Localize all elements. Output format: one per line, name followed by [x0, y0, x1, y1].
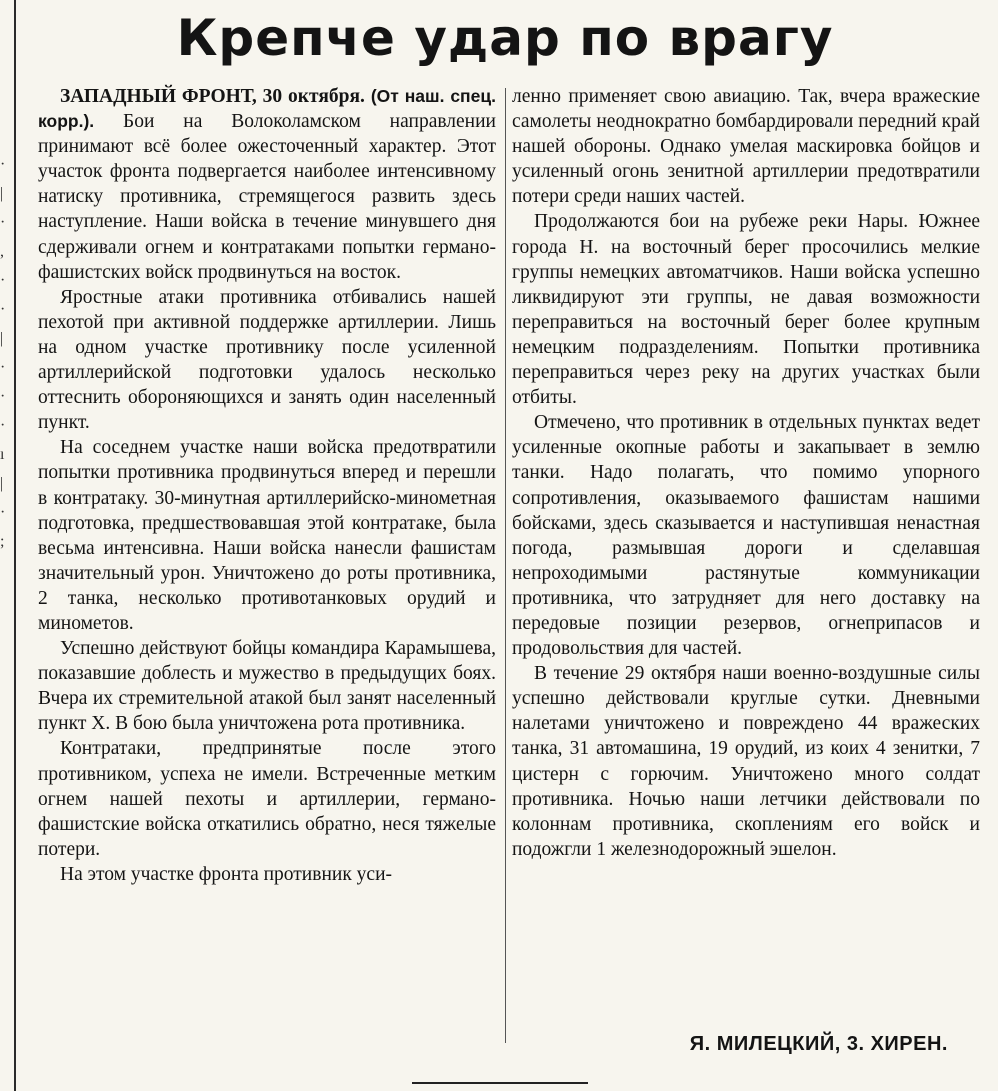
fragment: · — [0, 156, 6, 173]
article-paragraph: В течение 29 октября наши военно-воздушные силы успешно действовали круглые сутки. Дневными налетами уничтожено и повреждено 44 вражеских танка, 31 автомашина, 19 орудий, из коих 4 зенитки, 7 цистерн с горючим. Уничтожено много солдат противника. Ночью наши летчики действовали по колоннам противника, скоплениям его войск и подожгли 1 железнодорожный эшелон. — [512, 663, 980, 860]
fragment: · — [0, 359, 6, 376]
fragment: · — [0, 272, 6, 289]
fragment: | — [0, 330, 4, 347]
adjacent-column-fragments — [0, 150, 12, 556]
article-paragraph: Контратаки, предпринятые после этого противником, успеха не имели. Встреченные метким огнем нашей пехоты и артиллерии, германо-фашистские войска откатились обратно, неся тяжелые потери. — [38, 738, 496, 860]
article-paragraph: ленно применяет свою авиацию. Так, вчера вражеские самолеты неоднократно бомбардировали передний край нашей обороны. Однако умелая маскировка бойцов и усиленный огонь зенитной артиллерии предотвратили потери среди наших частей. — [512, 86, 980, 208]
paragraph-text: Бои на Волоколамском направлении принимают всё более ожесточенный характер. Этот участок фронта подвергается наиболее интенсивному натиску противника, стремящегося развить здесь наступление. Наши войска в течение минувшего дня сдерживали огнем и контратаками попытки германо-фашистских войск продвинуться на восток. — [38, 111, 496, 283]
margin-rule — [14, 0, 16, 1091]
fragment: · — [0, 214, 6, 231]
article-paragraph — [38, 84, 496, 285]
fragment: · — [0, 504, 6, 521]
fragment: ; — [0, 533, 5, 550]
bottom-rule — [412, 1082, 588, 1084]
column-divider — [505, 88, 506, 1043]
fragment: | — [0, 185, 4, 202]
date: 30 октября. — [262, 86, 365, 107]
article-headline: Крепче удар по врагу — [176, 9, 834, 67]
fragment: , — [0, 243, 4, 260]
fragment: · — [0, 388, 6, 405]
source-tag: (От наш. спец. корр.). — [38, 86, 496, 132]
fragment: · — [0, 417, 6, 434]
article-paragraph: На этом участке фронта противник уси- — [60, 863, 393, 885]
article-paragraph: Отмечено, что противник в отдельных пунктах ведет усиленные окопные работы и закапывает в землю танки. Надо полагать, что помимо упорного сопротивления, оказываемого фашистам нашими бойсками, здесь сказывается и наступившая ненастная погода, размывшая дороги и сделавшая непроходимыми растянутые коммуникации противника, что затрудняет для него доставку на передовые позиции резервов, огнеприпасов и продовольствия для частей. — [512, 412, 980, 660]
fragment: · — [0, 301, 6, 318]
fragment: | — [0, 475, 4, 492]
fragment: ı — [0, 446, 5, 463]
article-paragraph: Продолжаются бои на рубеже реки Нары. Южнее города Н. на восточный берег просочились мелкие группы немецких автоматчиков. Наши войска успешно ликвидируют эти группы, не давая возможности переправиться на восточный берег более крупным немецким подразделениям. Попытки противника переправиться через реку на других участках были отбиты. — [512, 211, 980, 409]
article-column-right — [512, 84, 980, 862]
article-paragraph: Яростные атаки противника отбивались нашей пехотой при активной поддержке артиллерии. Лишь на одном участке противнику после усиленной артиллерийской подготовки удалось несколько оттеснить обороняющихся и занять один населенный пункт. — [38, 286, 496, 434]
author-signature: Я. МИЛЕЦКИЙ, 3. ХИРЕН. — [689, 1033, 948, 1055]
article-paragraph: Успешно действуют бойцы командира Карамышева, показавшие доблесть и мужество в предыдущих боях. Вчера их стремительной атакой был занят населенный пункт Х. В бою была уничтожена рота противника. — [38, 638, 496, 735]
article-paragraph: На соседнем участке наши войска предотвратили попытки противника продвинуться вперед и перешли в контратаку. 30-минутная артиллерийско-минометная подготовка, предшествовавшая этой контратаке, была весьма интенсивна. Наши войска нанесли фашистам значительный урон. Уничтожено до роты противника, 2 танка, несколько противотанковых орудий и минометов. — [38, 437, 496, 634]
dateline: ЗАПАДНЫЙ ФРОНТ, — [60, 86, 257, 107]
article-column-left — [38, 84, 496, 887]
